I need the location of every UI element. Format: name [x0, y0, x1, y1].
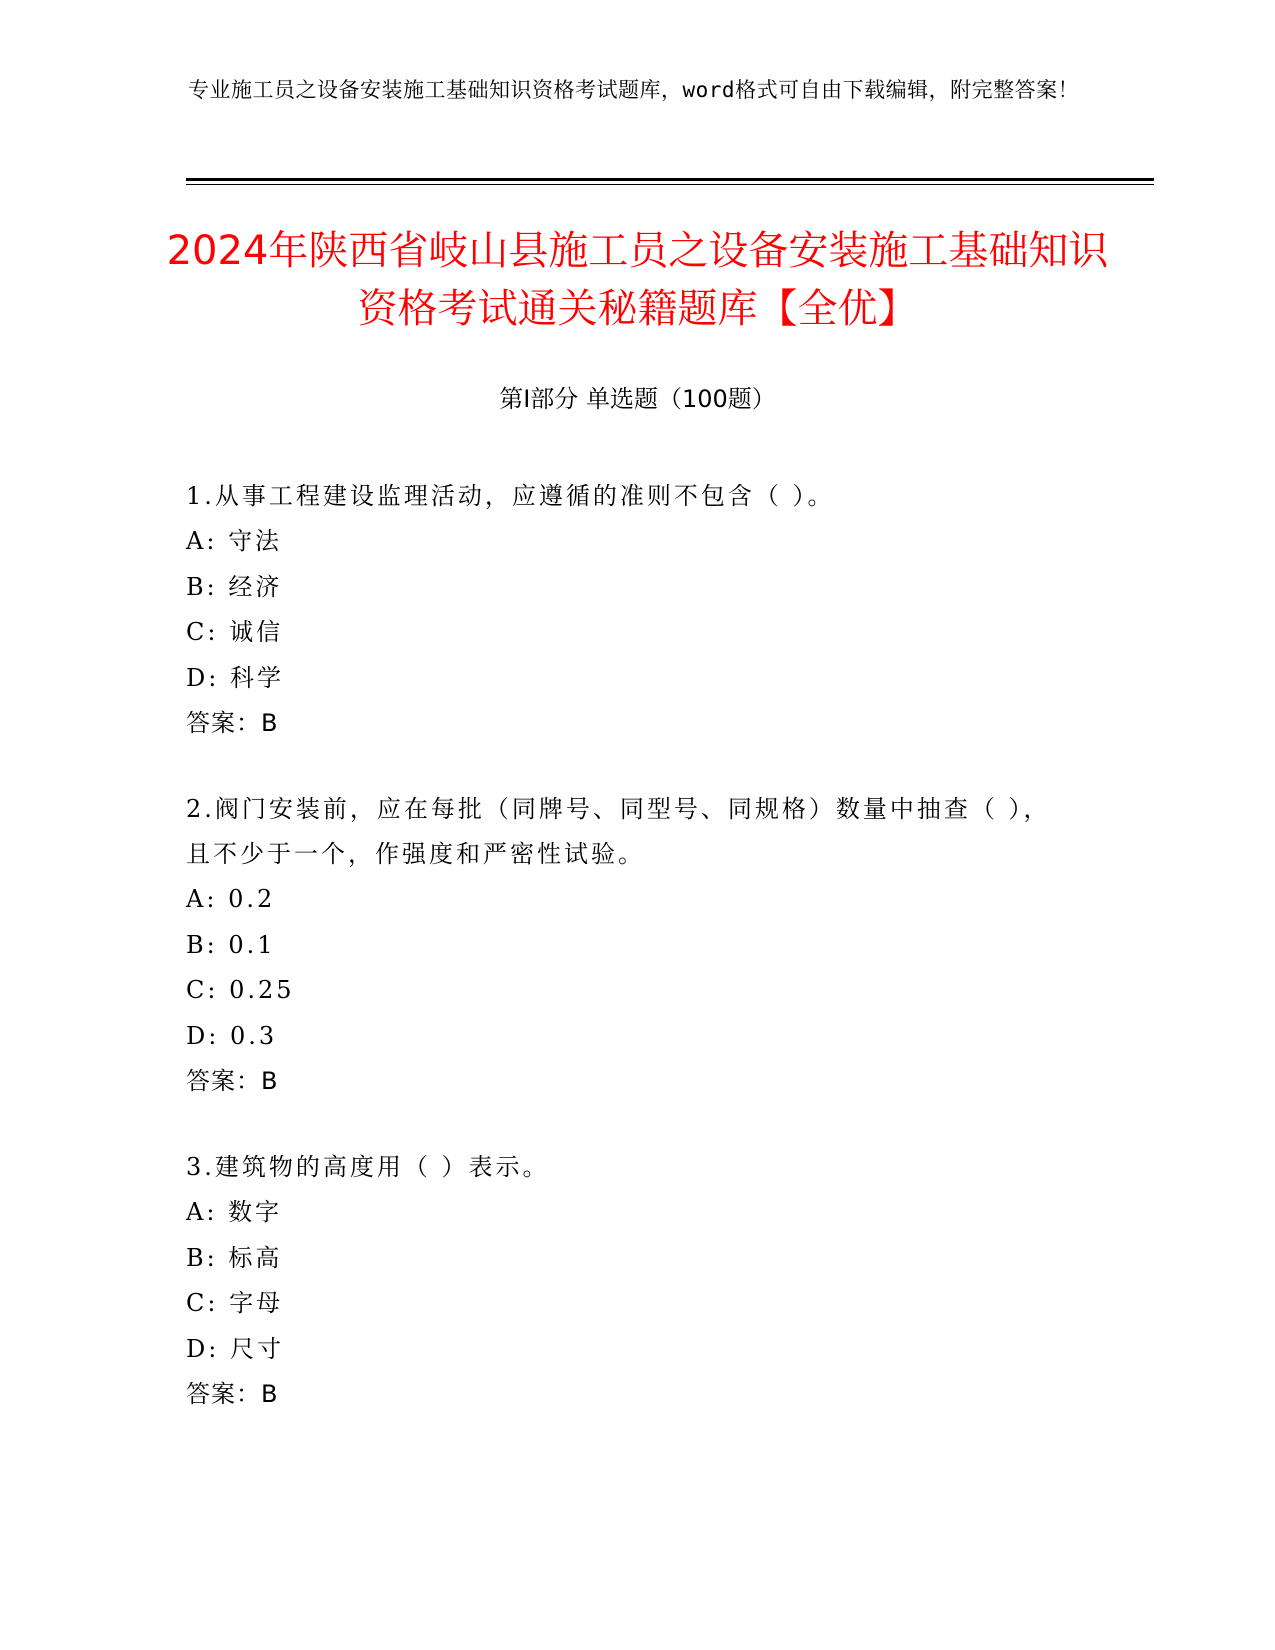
option-letter: D: — [186, 1334, 220, 1363]
option-letter: D: — [186, 1021, 220, 1050]
section-heading: 第I部分 单选题（100题） — [499, 385, 776, 413]
option-text: 0.1 — [228, 930, 276, 959]
option-letter: C: — [186, 618, 219, 646]
option-c — [186, 1281, 1066, 1327]
question-1 — [186, 474, 1066, 746]
option-d — [186, 656, 1066, 702]
option-text: 科学 — [229, 663, 284, 692]
option-letter: B: — [186, 572, 218, 601]
question-list — [186, 474, 1066, 1458]
option-letter: A: — [186, 885, 218, 913]
header-divider-thick — [186, 178, 1154, 181]
option-c — [186, 968, 1066, 1014]
question-stem: 2.阀门安装前，应在每批（同牌号、同型号、同规格）数量中抽查（ ），且不少于一个，作强度和严密性试验。 — [186, 795, 1051, 868]
document-title: 2024年陕西省岐山县施工员之设备安装施工基础知识资格考试通关秘籍题库【全优】 — [166, 228, 1109, 332]
intro-text: 专业施工员之设备安装施工基础知识资格考试题库，word格式可自由下载编辑，附完整答案！ — [188, 78, 1080, 102]
option-b — [186, 1236, 1066, 1282]
option-letter: B: — [186, 1243, 218, 1272]
question-2 — [186, 787, 1066, 1104]
question-stem: 3.建筑物的高度用（ ）表示。 — [186, 1153, 550, 1181]
option-d — [186, 1327, 1066, 1373]
option-text: 字母 — [229, 1289, 284, 1317]
header-divider-thin — [186, 184, 1154, 185]
option-letter: C: — [186, 1289, 219, 1317]
option-text: 标高 — [228, 1243, 283, 1272]
option-a — [186, 519, 1066, 565]
option-letter: B: — [186, 930, 218, 959]
option-text: 数字 — [228, 1198, 283, 1226]
option-letter: A: — [186, 527, 218, 555]
option-a — [186, 1190, 1066, 1236]
option-text: 诚信 — [229, 618, 284, 646]
option-letter: D: — [186, 663, 220, 692]
option-a — [186, 877, 1066, 923]
question-3 — [186, 1145, 1066, 1417]
option-letter: A: — [186, 1198, 218, 1226]
option-text: 尺寸 — [229, 1334, 284, 1363]
option-text: 0.2 — [228, 885, 276, 913]
option-text: 经济 — [228, 572, 283, 601]
option-text: 守法 — [228, 527, 283, 555]
option-b — [186, 923, 1066, 969]
question-stem: 1.从事工程建设监理活动，应遵循的准则不包含（ ）。 — [186, 482, 835, 510]
answer-line: 答案：B — [186, 1067, 279, 1095]
option-d — [186, 1014, 1066, 1060]
option-b — [186, 565, 1066, 611]
option-letter: C: — [186, 976, 219, 1004]
option-c — [186, 610, 1066, 656]
option-text: 0.3 — [229, 1021, 278, 1050]
option-text: 0.25 — [229, 976, 295, 1004]
answer-line: 答案：B — [186, 709, 279, 737]
answer-line: 答案：B — [186, 1380, 279, 1408]
